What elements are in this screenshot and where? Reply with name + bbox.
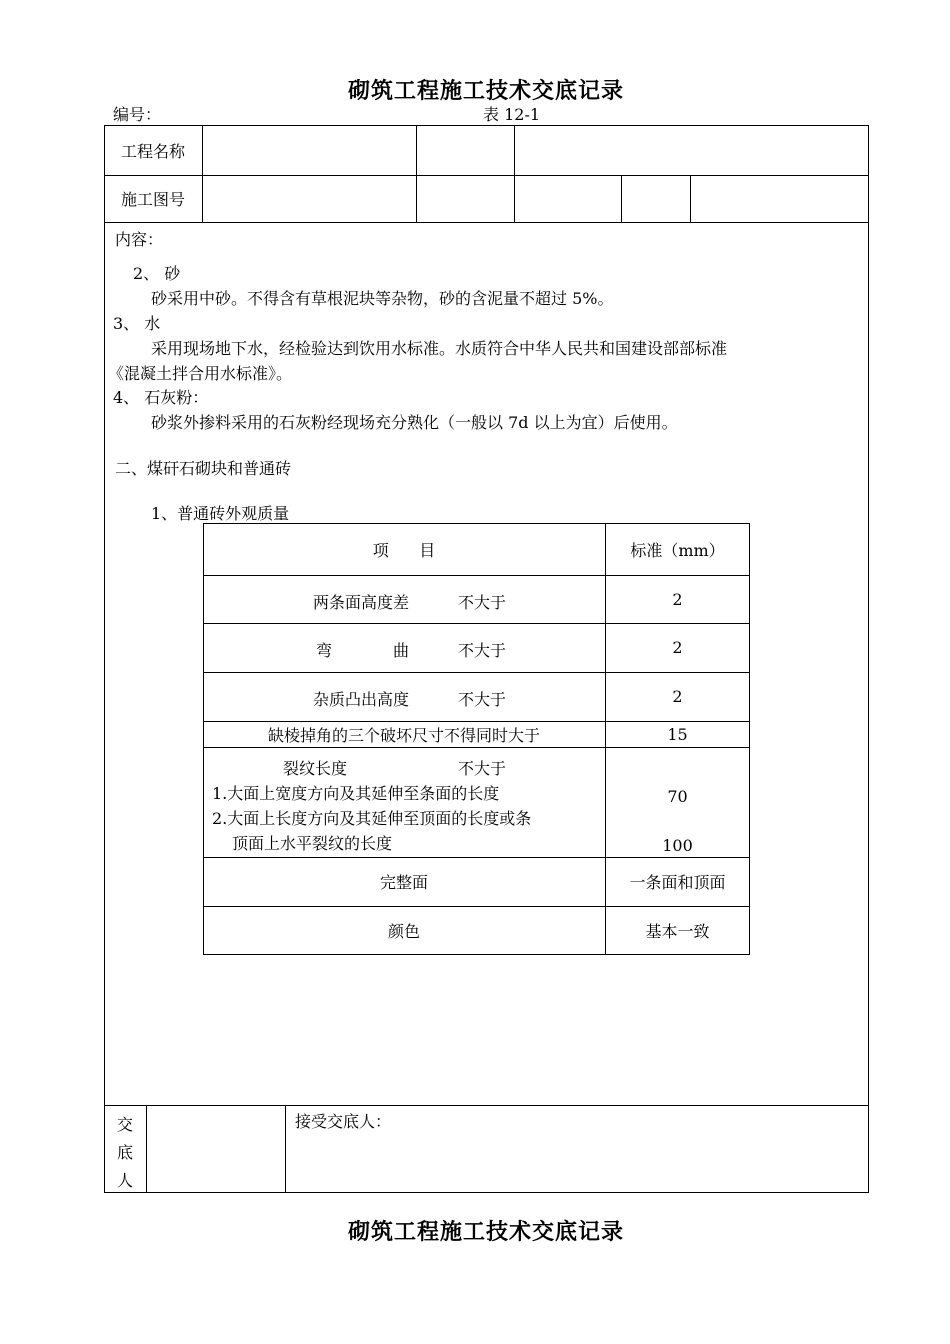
row-value: 2	[672, 589, 683, 609]
table-number: 表 12-1	[483, 105, 541, 124]
item3-text-line1: 采用现场地下水，经检验达到饮用水标准。水质符合中华人民共和国建设部部标准	[151, 339, 728, 358]
row-value: 15	[667, 724, 688, 744]
handover-person-label: 交 底 人	[116, 1115, 133, 1190]
drawing-number-label: 施工图号	[120, 190, 185, 209]
col-header-item: 项 目	[372, 540, 436, 560]
crack-line2: 2.大面上长度方向及其延伸至顶面的长度或条	[212, 809, 532, 828]
project-name-label: 工程名称	[120, 141, 185, 161]
handover-person-field[interactable]	[147, 1106, 284, 1192]
complete-face-value: 一条面和顶面	[629, 873, 726, 892]
item2-text: 砂采用中砂。不得含有草根泥块等杂物，砂的含泥量不超过 5%。	[151, 289, 614, 308]
page-title-repeat: 砌筑工程施工技术交底记录	[347, 1219, 624, 1245]
col-header-standard: 标准（mm）	[630, 540, 725, 560]
crack-line1: 1.大面上宽度方向及其延伸至条面的长度	[212, 784, 500, 803]
section2-heading: 二、煤矸石砌块和普通砖	[115, 459, 292, 478]
crack-cond: 不大于	[458, 759, 507, 778]
item4-text: 砂浆外掺料采用的石灰粉经现场充分熟化（一般以 7d 以上为宜）后使用。	[151, 413, 678, 432]
row-value: 2	[672, 638, 683, 657]
item3-text-line2: 《混凝土拌合用水标准》。	[108, 364, 293, 383]
row-value: 2	[672, 687, 683, 706]
color-item: 颜色	[387, 922, 420, 941]
complete-face-item: 完整面	[379, 873, 428, 892]
number-label: 编号：	[113, 105, 162, 124]
sub1-heading: 1、普通砖外观质量	[151, 504, 290, 523]
receiver-label: 接受交底人：	[295, 1112, 392, 1131]
row-item: 弯 曲	[315, 641, 409, 660]
page-title: 砌筑工程施工技术交底记录	[347, 78, 624, 104]
item3-heading: 3、 水	[113, 314, 161, 333]
item2-heading: 2、 砂	[133, 264, 181, 283]
row-item: 两条面高度差	[312, 593, 409, 612]
crack-title: 裂纹长度	[283, 759, 348, 778]
row-item: 缺棱掉角的三个破坏尺寸不得同时大于	[267, 725, 540, 745]
crack-line3: 顶面上水平裂纹的长度	[232, 834, 393, 853]
color-value: 基本一致	[645, 922, 710, 941]
row-item: 杂质凸出高度	[312, 690, 409, 709]
content-label: 内容：	[115, 230, 164, 249]
crack-value-2: 100	[662, 836, 693, 855]
item4-heading: 4、 石灰粉：	[113, 388, 209, 407]
crack-value-1: 70	[667, 787, 688, 806]
project-name-field[interactable]	[203, 126, 415, 174]
row-cond: 不大于	[458, 641, 507, 660]
drawing-number-field[interactable]	[203, 176, 415, 221]
row-cond: 不大于	[458, 690, 507, 709]
row-cond: 不大于	[458, 593, 507, 612]
